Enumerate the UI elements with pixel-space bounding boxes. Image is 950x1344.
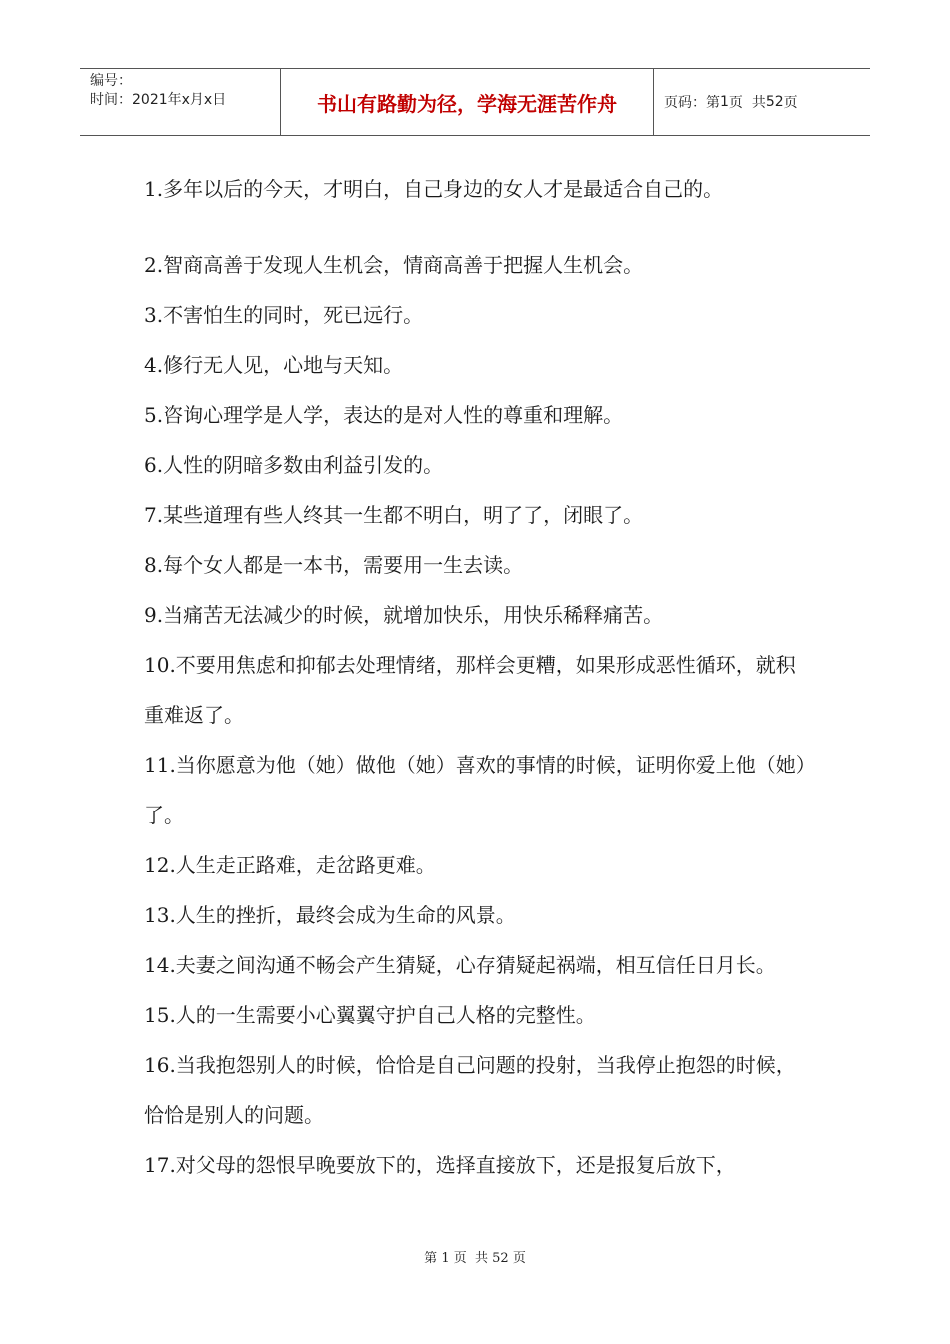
header-meta [80,69,281,135]
list-item: 6.人性的阴暗多数由利益引发的。 [144,453,444,477]
list-item: 12.人生走正路难，走岔路更难。 [144,853,436,877]
list-item: 14.夫妻之间沟通不畅会产生猜疑，心存猜疑起祸端，相互信任日月长。 [144,953,776,977]
list-item: 15.人的一生需要小心翼翼守护自己人格的完整性。 [144,1003,596,1027]
footer-suffix: 页 [512,1251,526,1266]
list-item: 11.当你愿意为他（她）做他（她）喜欢的事情的时候，证明你爱上他（她）了。 [144,753,806,827]
footer-prefix: 第 [424,1251,438,1266]
footer-mid: 页 共 [453,1251,488,1266]
list-item: 3.不害怕生的同时，死已远行。 [144,303,424,327]
footer-total: 52 [492,1251,509,1266]
page-header [80,68,870,136]
header-motto: 书山有路勤为径，学海无涯苦作舟 [281,69,654,135]
header-page-info [654,69,870,135]
page-footer [0,1247,950,1266]
footer-current: 1 [441,1251,450,1266]
list-item: 10.不要用焦虑和抑郁去处理情绪，那样会更糟，如果形成恶性循环，就积重难返了。 [144,653,796,727]
paragraph-gap [144,214,814,240]
document-body [144,164,814,1190]
time-label: 时间：2021年x月x日 [90,92,227,108]
list-item: 8.每个女人都是一本书，需要用一生去读。 [144,553,524,577]
list-item: 13.人生的挫折，最终会成为生命的风景。 [144,903,516,927]
page-prefix: 页码：第 [664,95,720,111]
list-item: 1.多年以后的今天，才明白，自己身边的女人才是最适合自己的。 [144,177,724,201]
page-current: 1 [720,94,729,110]
list-item: 9.当痛苦无法减少的时候，就增加快乐，用快乐稀释痛苦。 [144,603,664,627]
page-total: 52 [765,94,784,110]
serial-label: 编号： [90,73,132,89]
list-item: 7.某些道理有些人终其一生都不明白，明了了，闭眼了。 [144,503,644,527]
list-item: 5.咨询心理学是人学，表达的是对人性的尊重和理解。 [144,403,624,427]
page-mid: 页 共 [728,95,766,111]
list-item: 2.智商高善于发现人生机会，情商高善于把握人生机会。 [144,253,644,277]
list-item: 4.修行无人见，心地与天知。 [144,353,404,377]
page-suffix: 页 [783,95,798,111]
list-item: 16.当我抱怨别人的时候，恰恰是自己问题的投射，当我停止抱怨的时候，恰恰是别人的问题。 [144,1053,796,1127]
list-item: 17.对父母的怨恨早晚要放下的，选择直接放下，还是报复后放下， [144,1153,736,1177]
